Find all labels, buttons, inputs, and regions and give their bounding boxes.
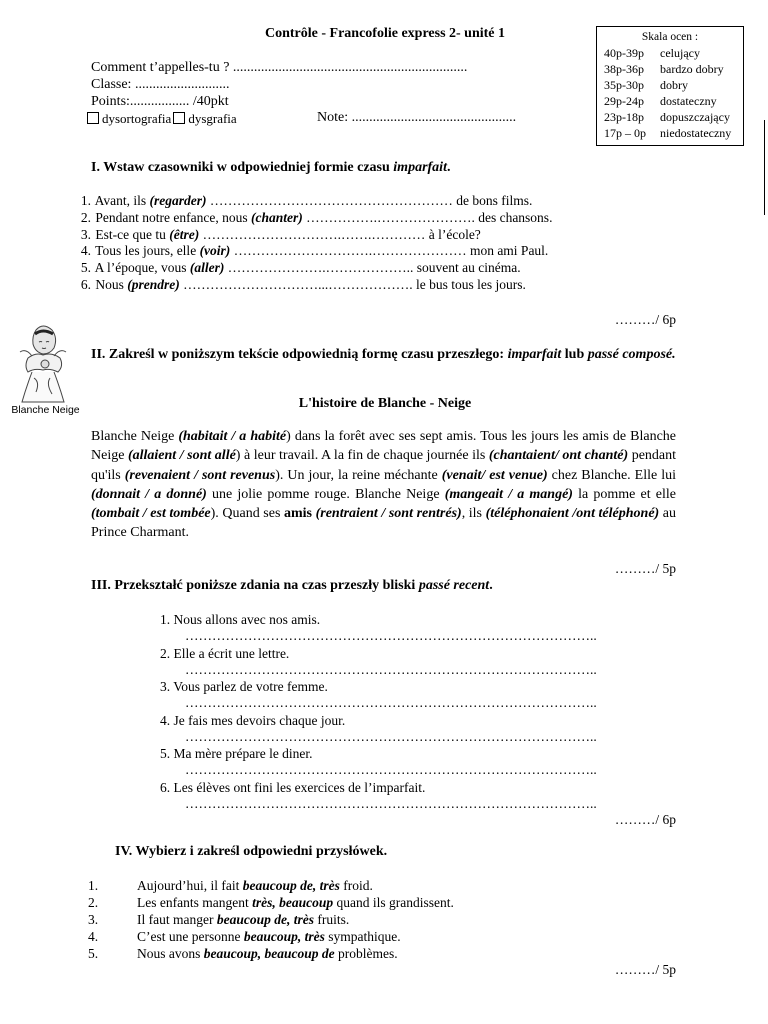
story-fragment: chez Blanche. Elle lui	[547, 467, 677, 483]
story-text	[91, 427, 676, 543]
answer-blank[interactable]: …………………………...………………. le bus tous les jours.	[179, 276, 526, 292]
section1-heading-end: .	[446, 160, 451, 175]
verb-hint: (chanter)	[250, 209, 303, 225]
grade-name: dostateczny	[660, 94, 717, 108]
item-number: 5.	[160, 746, 171, 762]
snow-white-illustration	[14, 322, 72, 404]
section2-heading	[91, 346, 691, 363]
section2-heading-italic1: imparfait	[507, 347, 562, 362]
item-text: Je fais mes devoirs chaque jour.	[173, 712, 346, 728]
item-text: Aujourd’hui, il fait	[137, 878, 243, 893]
grade-name: celujący	[660, 46, 700, 60]
section1-score: ………/ 6p	[614, 312, 676, 327]
item-number: 3.	[160, 679, 171, 695]
exercise-item	[60, 277, 700, 294]
item-line	[160, 645, 680, 662]
exercise-item	[88, 894, 648, 911]
grading-scale-row	[597, 61, 743, 77]
verb-choice[interactable]: (donnait / a donné)	[91, 486, 207, 502]
section1-heading-text: I. Wstaw czasowniki w odpowiedniej formie czasu	[91, 160, 394, 175]
verb-hint: (être)	[169, 226, 200, 242]
adverb-choice[interactable]: beaucoup, très	[243, 929, 325, 944]
item-number: 4.	[88, 929, 99, 944]
adverb-choice[interactable]: beaucoup de, très	[216, 912, 314, 927]
item-number: 3.	[88, 912, 99, 927]
answer-line[interactable]: ………………………………………………………………………………..	[185, 795, 597, 811]
verb-choice[interactable]: (allaient / sont allé	[127, 448, 236, 464]
section4-score: ………/ 5p	[614, 962, 676, 977]
verb-choice[interactable]: (mangeait / a mangé)	[444, 486, 573, 502]
item-text: Nous avons	[137, 946, 204, 961]
grading-scale-row	[597, 109, 743, 125]
item-text: Les élèves ont fini les exercices de l’imparfait.	[173, 779, 426, 795]
grade-points: 29p-24p	[604, 94, 644, 108]
section3-score: ………/ 6p	[614, 812, 676, 827]
grading-scale-title: Skala ocen :	[641, 31, 699, 43]
item-line	[160, 779, 680, 796]
exercise-item	[60, 210, 700, 227]
grade-name: bardzo dobry	[660, 62, 724, 76]
item-number: 2.	[88, 895, 99, 910]
adverb-choice[interactable]: beaucoup, beaucoup de	[203, 946, 335, 961]
item-text: C’est une personne	[137, 929, 244, 944]
verb-choice[interactable]: (habitait / a habité	[178, 429, 287, 444]
item-number: 4.	[160, 712, 171, 728]
adverb-choice[interactable]: très, beaucoup	[252, 895, 334, 910]
section3-list	[160, 611, 680, 813]
grade-points: 35p-30p	[604, 78, 644, 92]
item-number: 1.	[80, 193, 91, 208]
item-text-end: sympathique.	[324, 929, 401, 944]
section1-heading	[91, 160, 450, 176]
item-line	[160, 712, 680, 729]
item-text: Les enfants mangent	[137, 895, 253, 910]
grading-scale-row	[597, 45, 743, 61]
answer-line[interactable]: ………………………………………………………………………………..	[185, 728, 597, 744]
verb-hint: (aller)	[189, 260, 225, 276]
grading-scale-row	[597, 125, 743, 141]
section2-heading-mid: lub	[561, 347, 588, 362]
section2-score: ………/ 5p	[614, 561, 676, 576]
margin-line	[764, 120, 765, 215]
answer-line[interactable]: ………………………………………………………………………………..	[185, 695, 597, 711]
answer-blank[interactable]: ………………………….………………… mon ami Paul.	[230, 243, 549, 259]
section4-list	[88, 877, 648, 962]
note-field[interactable]: Note: ...............................................	[317, 110, 517, 125]
story-fragment: une jolie pomme rouge. Blanche Neige	[206, 486, 445, 502]
grade-points: 40p-39p	[604, 46, 644, 60]
answer-blank[interactable]: ……………………………………………… de bons films.	[206, 193, 533, 208]
dysgrafia-checkbox[interactable]	[173, 112, 185, 124]
dysortografia-checkbox[interactable]	[87, 112, 99, 124]
story-fragment: ). Un jour, la reine méchante	[275, 467, 442, 483]
item-line	[160, 745, 680, 762]
verb-choice[interactable]: (tombait / est tombée	[91, 506, 211, 522]
item-text: Nous allons avec nos amis.	[173, 612, 321, 627]
item-number: 2.	[80, 209, 91, 225]
item-line	[160, 611, 680, 628]
class-field[interactable]: Classe: ...........................	[91, 77, 230, 92]
grade-name: niedostateczny	[660, 126, 732, 140]
exercise-item	[60, 260, 700, 277]
exercise-item	[160, 611, 680, 645]
page-title: Contrôle - Francofolie express 2- unité 1	[264, 26, 506, 41]
item-number: 1.	[88, 878, 99, 893]
grade-points: 38p-36p	[604, 62, 644, 76]
grade-name: dobry	[660, 78, 688, 92]
exercise-item	[160, 678, 680, 712]
item-number: 6.	[80, 276, 91, 292]
item-number: 6.	[160, 779, 171, 795]
verb-choice[interactable]: (téléphonaient /ont téléphoné)	[485, 506, 660, 522]
verb-hint: (prendre)	[127, 276, 180, 292]
exercise-item	[88, 945, 648, 962]
points-field[interactable]: Points:................. /40pkt	[91, 94, 229, 109]
item-text-end: quand ils grandissent.	[333, 895, 454, 910]
section2-heading-italic2: passé composé.	[587, 347, 676, 362]
grade-points: 23p-18p	[604, 110, 644, 124]
item-number: 3.	[80, 226, 91, 242]
item-text: Elle a écrit une lettre.	[173, 645, 290, 661]
snow-white-label: Blanche Neige	[11, 404, 80, 416]
answer-blank[interactable]: ………………………….…….………… à l’école?	[199, 226, 481, 242]
grade-points: 17p – 0p	[604, 126, 646, 140]
section2-heading-text: II. Zakreśl w poniższym tekście odpowiednią formę czasu przeszłego:	[91, 347, 508, 362]
item-text: Nous	[95, 276, 128, 292]
adverb-choice[interactable]: beaucoup de, très	[242, 878, 340, 893]
item-text: Est-ce que tu	[95, 226, 170, 242]
verb-choice[interactable]: (chantaient/ ont chanté)	[488, 448, 629, 464]
item-number: 2.	[160, 645, 171, 661]
exercise-item	[60, 227, 700, 244]
story-fragment: , ils	[461, 506, 486, 522]
story-fragment: Blanche Neige	[91, 429, 179, 444]
story-fragment: pendant qu'ils	[91, 448, 677, 483]
story-fragment: ) à leur travail. A la fin de chaque journée ils	[235, 448, 489, 464]
story-fragment: ). Quand ses	[210, 506, 284, 522]
grading-scale-box	[596, 26, 744, 146]
story-fragment: au Prince Charmant.	[91, 506, 677, 541]
grade-name: dopuszczający	[660, 110, 730, 124]
item-text-end: froid.	[339, 878, 373, 893]
item-text: Ma mère prépare le diner.	[173, 746, 313, 762]
item-number: 1.	[160, 612, 171, 627]
item-text: Pendant notre enfance, nous	[95, 209, 251, 225]
story-fragment: amis	[283, 506, 312, 522]
item-text-end: problèmes.	[334, 946, 398, 961]
dysgrafia-label: dysgrafia	[188, 111, 237, 126]
grading-scale-row	[597, 77, 743, 93]
exercise-item	[88, 911, 648, 928]
item-number: 4.	[80, 243, 91, 259]
item-number: 5.	[88, 946, 99, 961]
item-text-end: fruits.	[313, 912, 350, 927]
section3-heading-text: III. Przekształć poniższe zdania na czas przeszły bliski	[91, 578, 419, 593]
exercise-item	[160, 745, 680, 779]
item-text: Tous les jours, elle	[95, 243, 200, 259]
grading-scale-row	[597, 93, 743, 109]
dys-options	[87, 111, 237, 127]
item-text: Avant, ils	[94, 193, 150, 208]
exercise-item	[160, 779, 680, 813]
section1-list	[60, 193, 700, 294]
grading-scale-rows	[597, 45, 743, 141]
answer-line[interactable]: ………………………………………………………………………………..	[185, 661, 597, 677]
section3-heading	[91, 578, 493, 594]
exercise-item	[160, 645, 680, 679]
item-text: Vous parlez de votre femme.	[173, 679, 328, 695]
name-field[interactable]: Comment t’appelles-tu ? ...................................................................	[91, 60, 468, 75]
exercise-item	[60, 193, 700, 210]
section3-heading-end: .	[489, 578, 493, 593]
item-text: A l’époque, vous	[94, 260, 190, 276]
verb-choice[interactable]: (rentraient / sont rentrés)	[315, 506, 462, 522]
answer-line[interactable]: ………………………………………………………………………………..	[185, 762, 597, 778]
item-number: 5.	[80, 260, 91, 276]
answer-line[interactable]: ………………………………………………………………………………..	[185, 628, 597, 643]
exercise-item	[160, 712, 680, 746]
exercise-item	[88, 928, 648, 945]
section4-heading: IV. Wybierz i zakreśl odpowiedni przysłówek.	[115, 844, 388, 859]
exercise-item	[60, 243, 700, 260]
verb-choice[interactable]: (revenaient / sont revenus	[124, 467, 276, 483]
verb-hint: (regarder)	[149, 193, 207, 208]
section3-heading-italic: passé recent	[418, 578, 490, 593]
item-line	[160, 678, 680, 695]
section1-heading-italic: imparfait	[393, 160, 447, 175]
story-fragment: ) dans la forêt avec ses sept amis. Tous les jours les amis de Blanche Neige	[91, 429, 677, 464]
answer-blank[interactable]: ………………….……………….. souvent au cinéma.	[224, 260, 521, 276]
verb-choice[interactable]: (venait/ est venue)	[441, 467, 548, 483]
dysortografia-label: dysortografia	[102, 111, 172, 126]
item-text: Il faut manger	[137, 912, 217, 927]
story-fragment: la pomme et elle	[572, 486, 676, 502]
answer-blank[interactable]: …………….…………………. des chansons.	[302, 209, 553, 225]
exercise-item	[88, 877, 648, 894]
story-title: L'histoire de Blanche - Neige	[298, 396, 472, 411]
verb-hint: (voir)	[199, 243, 231, 259]
